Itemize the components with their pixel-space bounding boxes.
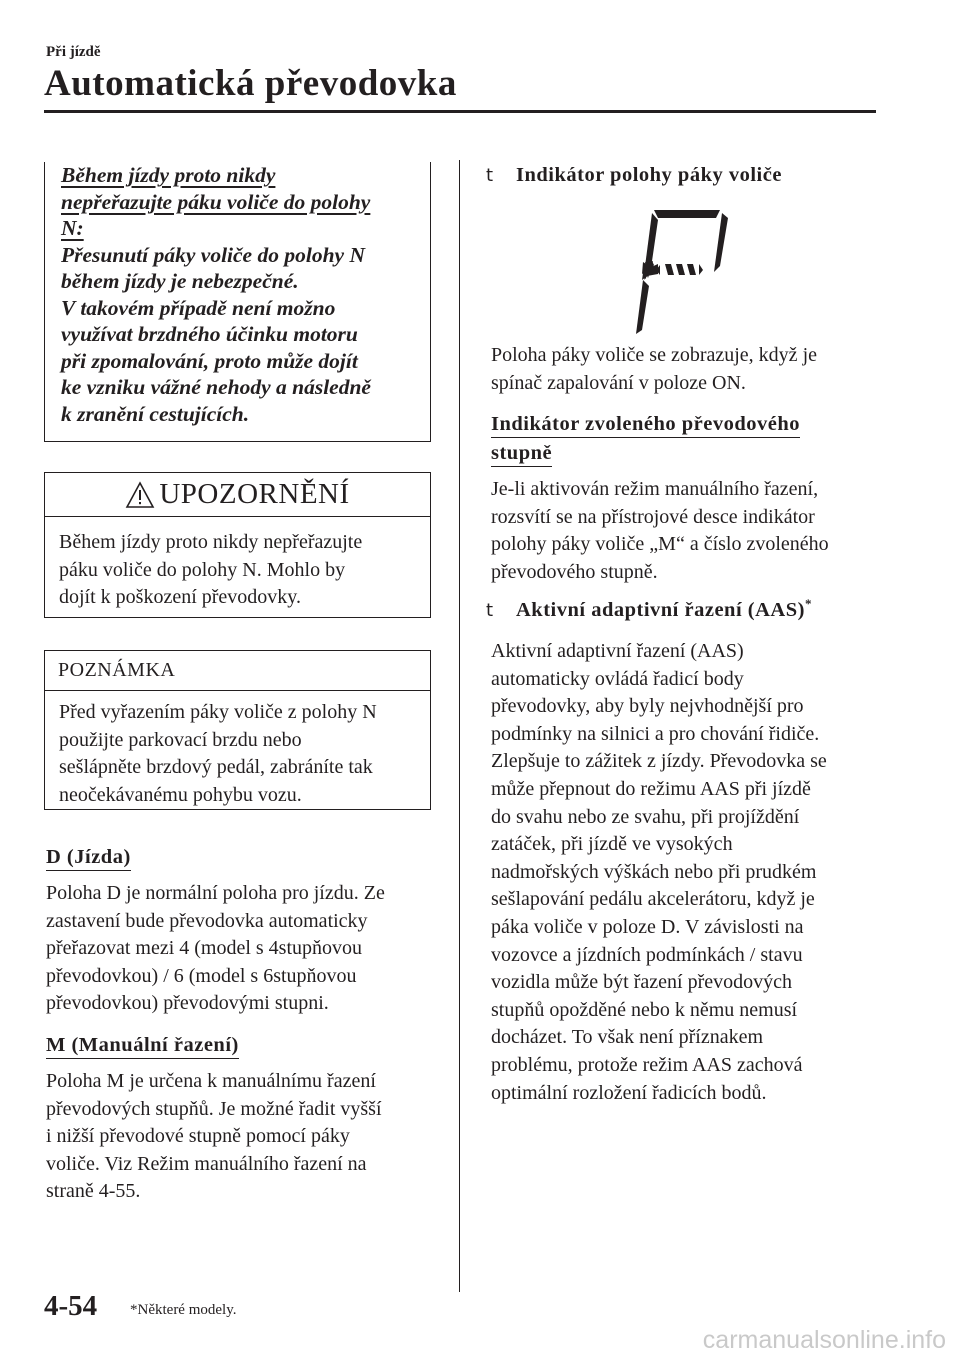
caution-line: páku voliče do polohy N. Mohlo by bbox=[59, 558, 346, 581]
warning-line: k zranění cestujících. bbox=[61, 401, 250, 426]
footnote-mark: * bbox=[804, 596, 812, 611]
page-number: 4-54 bbox=[44, 1290, 98, 1322]
note-line: neočekávanému pohybu vozu. bbox=[59, 783, 302, 806]
warning-text bbox=[61, 162, 421, 427]
caution-line: Během jízdy proto nikdy nepřeřazujte bbox=[59, 531, 363, 553]
warning-line: využívat brzdného účinku motoru bbox=[61, 322, 358, 346]
warning-line: ke vzniku vážné nehody a následně bbox=[61, 375, 371, 399]
warning-heading-line: nepřeřazujte páku voliče do polohy bbox=[61, 189, 371, 214]
note-box bbox=[44, 650, 431, 810]
page-title: Automatická převodovka bbox=[44, 63, 457, 104]
gear-position-p-display-icon bbox=[632, 204, 732, 334]
warning-line: V takovém případě není možno bbox=[61, 295, 336, 320]
warning-heading-line: Během jízdy proto nikdy bbox=[61, 163, 276, 187]
warning-box-continued bbox=[44, 162, 431, 442]
selected-gear-heading: Indikátor zvoleného převodového stupně bbox=[491, 410, 800, 468]
note-line: Před vyřazením páky voliče z polohy N bbox=[59, 701, 377, 723]
bullet-marker: t bbox=[486, 165, 494, 186]
drive-paragraph: Poloha D je normální poloha pro jízdu. Ze zastavení bude převodovka automaticky přeřazovat mezi 4 (model s 4stupňovou převodovkou) / 6 (model s 6stupňovou převodovkou) převodovými stupni. bbox=[46, 882, 385, 1015]
position-indicator-paragraph: Poloha páky voliče se zobrazuje, když je spínač zapalování v poloze ON. bbox=[491, 344, 817, 394]
title-rule bbox=[44, 110, 876, 113]
footnote: *Některé modely. bbox=[130, 1302, 237, 1318]
caution-label: UPOZORNĚNÍ bbox=[159, 478, 350, 510]
warning-heading-line: N: bbox=[61, 216, 84, 240]
bullet-marker: t bbox=[486, 599, 494, 621]
warning-line: během jízdy je nebezpečné. bbox=[61, 269, 299, 293]
caution-box bbox=[44, 472, 431, 618]
note-line: použijte parkovací brzdu nebo bbox=[59, 728, 302, 751]
note-line: sešlápněte brzdový pedál, zabráníte tak bbox=[59, 756, 373, 778]
caution-header bbox=[45, 473, 430, 517]
selected-gear-paragraph: Je-li aktivován režim manuálního řazení, rozsvítí se na přístrojové desce indikátor polohy páky voliče „M“ a číslo zvoleného převodového stupně. bbox=[491, 478, 829, 583]
position-indicator-heading: t Indikátor polohy páky voliče bbox=[486, 164, 782, 186]
manual-paragraph: Poloha M je určena k manuálnímu řazení převodových stupňů. Je možné řadit vyšší i nižší převodové stupně pomocí páky voliče. Viz Režim manuálního řazení na straně 4-55. bbox=[46, 1070, 382, 1203]
section-label: Při jízdě bbox=[46, 44, 101, 60]
warning-line: při zpomalování, proto může dojít bbox=[61, 348, 358, 373]
manual-heading: M (Manuální řazení) bbox=[46, 1032, 239, 1058]
aas-paragraph: Aktivní adaptivní řazení (AAS) automaticky ovládá řadicí body převodovky, aby byly nejvhodnější pro podmínky na silnici a pro chování řidiče. Zlepšuje to zážitek z jízdy. Převodovka se může přepnout do režimu AAS při jízdě do svahu nebo ze svahu, při projíždění zatáček, při jízdě ve vysokých nadmořských výškách nebo při prudkém sešlapování pedálu akcelerátoru, když je páka voliče v poloze D. V závislosti na vozovce a jízdních podmínkách / stavu vozidla může být řazení převodových stupňů opožděné nebo k němu nemusí docházet. To však není příznakem problému, protože režim AAS zachová optimální rozložení řadicích bodů. bbox=[491, 640, 827, 1104]
drive-heading: D (Jízda) bbox=[46, 844, 131, 870]
caution-body bbox=[45, 517, 430, 612]
column-divider bbox=[459, 160, 460, 1292]
note-label: POZNÁMKA bbox=[45, 651, 430, 691]
watermark: carmanualsonline.info bbox=[702, 1326, 946, 1354]
note-body bbox=[45, 691, 430, 809]
warning-triangle-icon bbox=[125, 481, 155, 509]
aas-heading: t Aktivní adaptivní řazení (AAS)* bbox=[486, 596, 812, 621]
warning-line: Přesunutí páky voliče do polohy N bbox=[61, 242, 365, 267]
caution-line: dojít k poškození převodovky. bbox=[59, 586, 302, 608]
